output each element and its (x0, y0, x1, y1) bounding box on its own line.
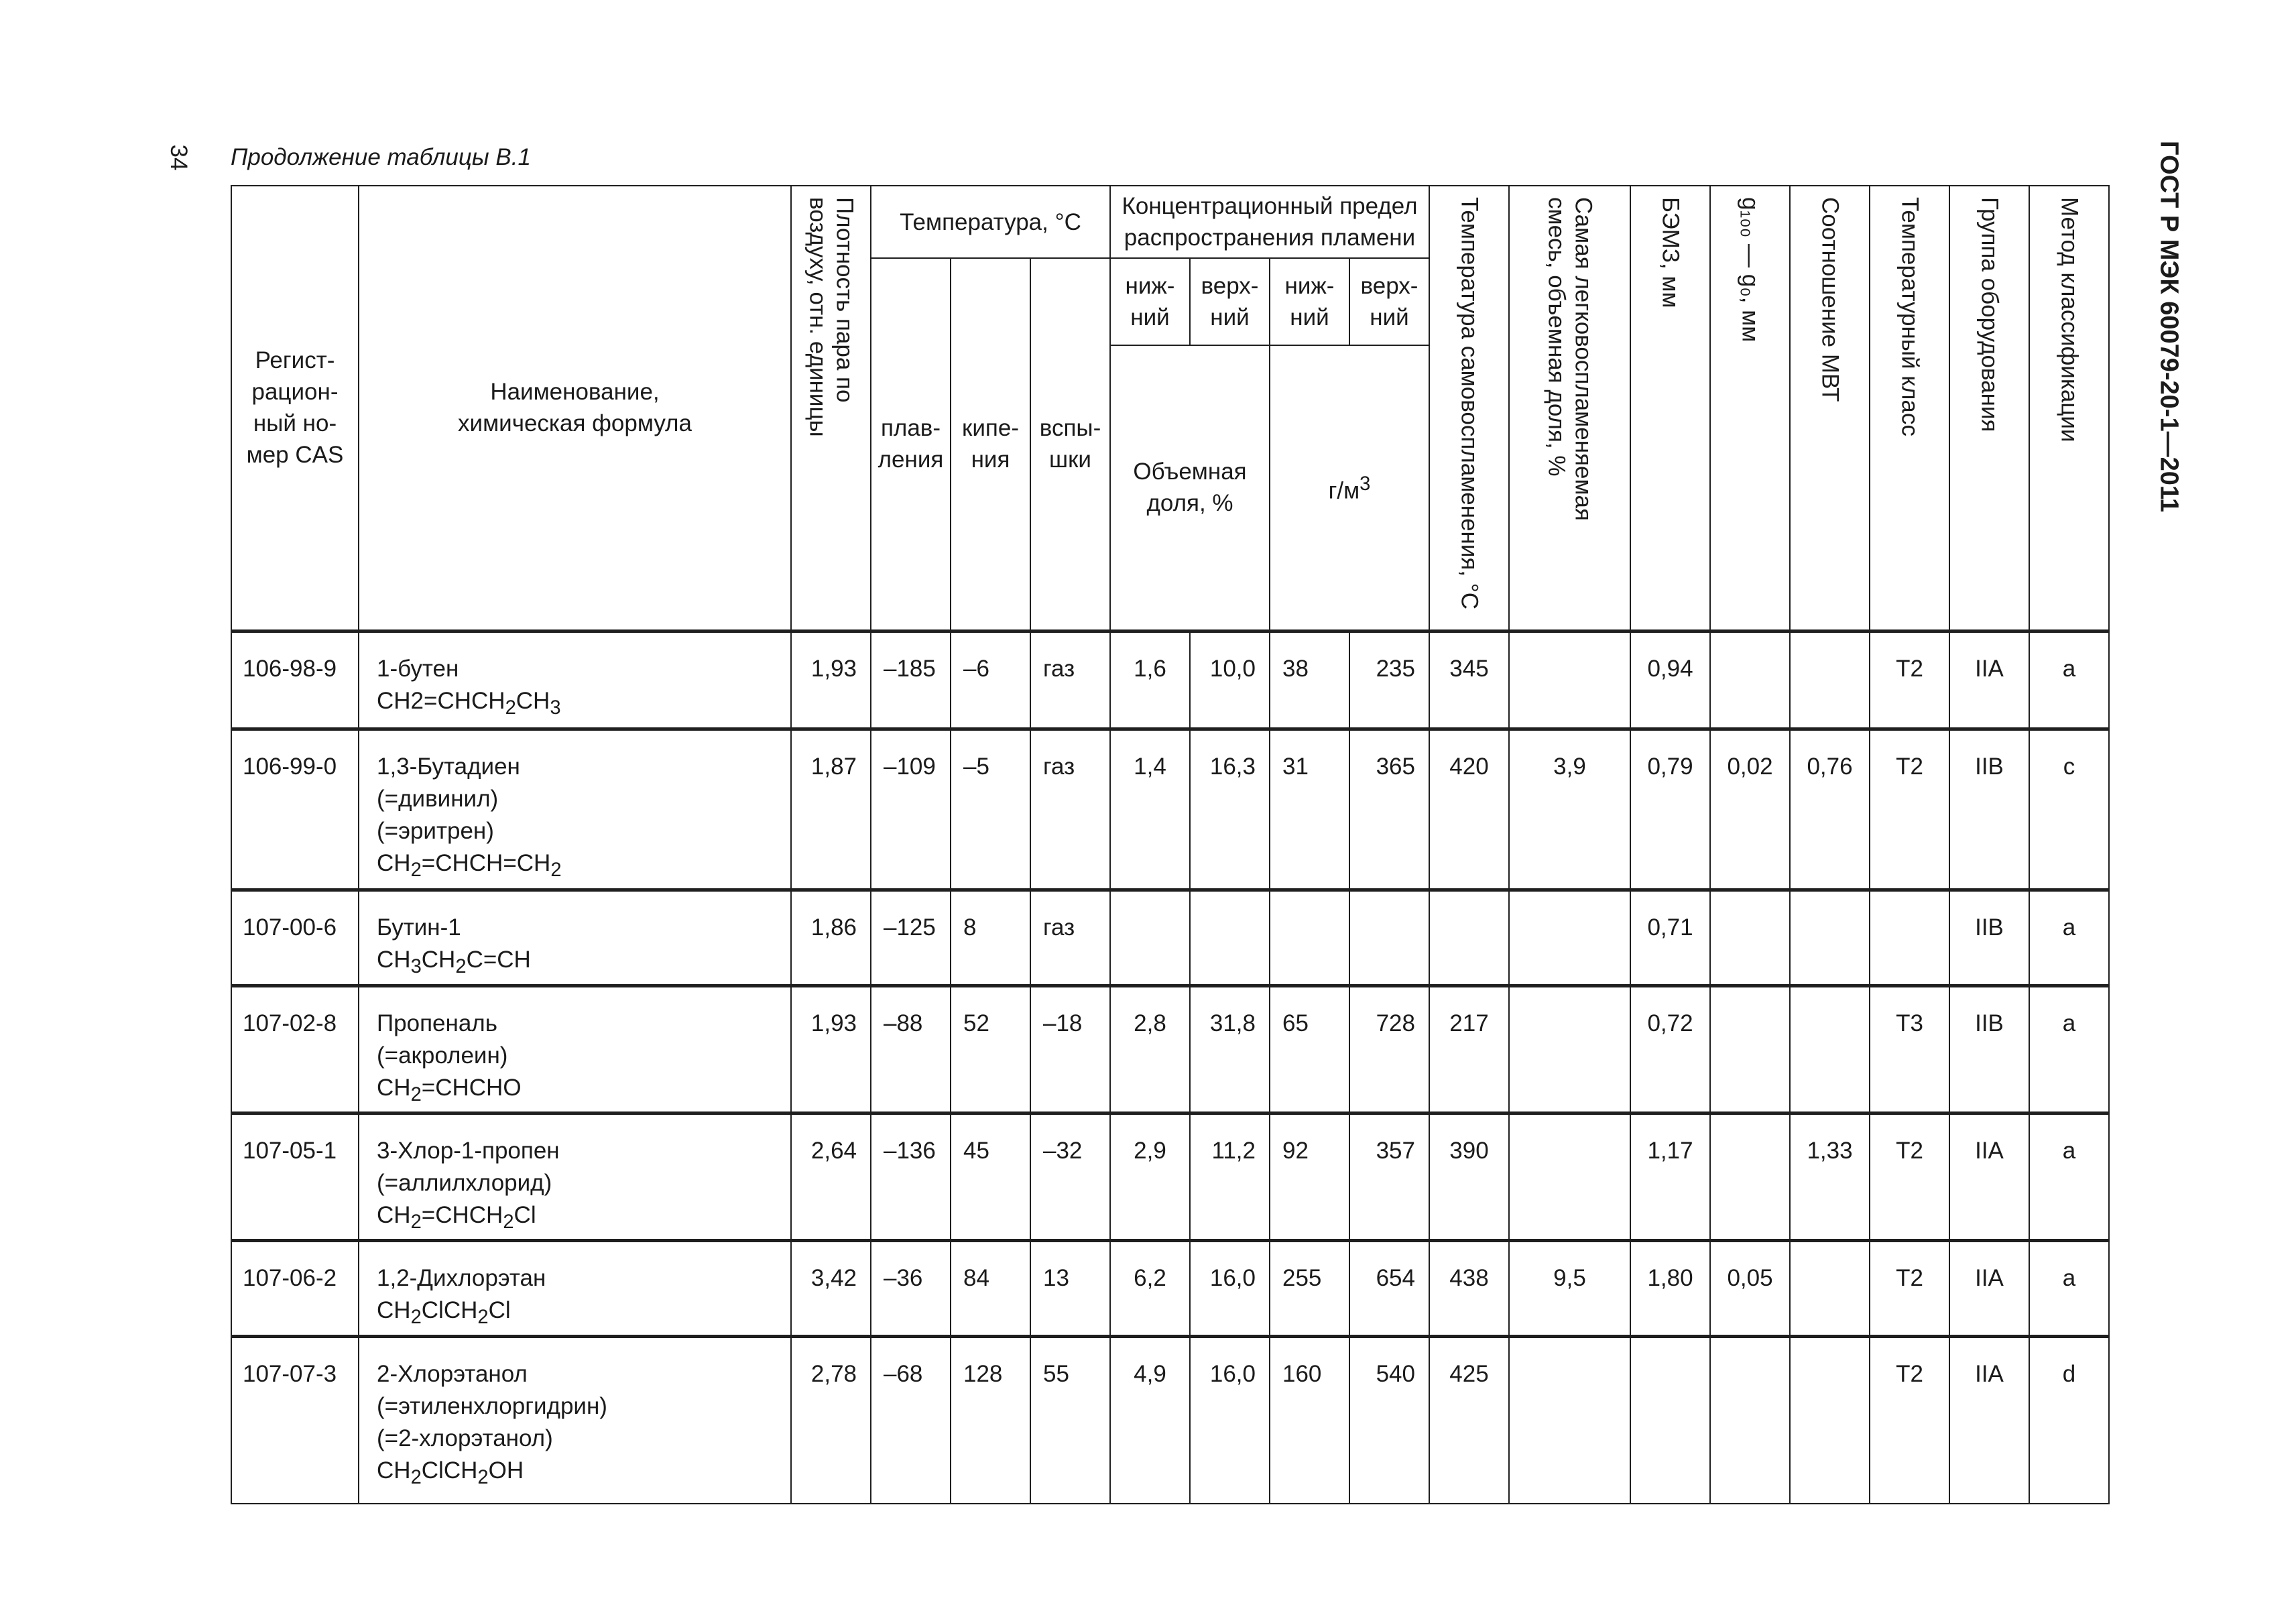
classification-method-cell: c (2029, 729, 2109, 890)
mesg-cell: 1,17 (1630, 1113, 1710, 1240)
table-continuation-caption: Продолжение таблицы В.1 (231, 144, 531, 170)
substance-name-line: $CH_2ClCH_2Cl$ (377, 1297, 511, 1328)
mesg-cell: 0,94 (1630, 631, 1710, 729)
boiling-point-cell: 128 (951, 1336, 1030, 1504)
vapor-density-cell: 1,93 (791, 631, 871, 729)
temperature-class-cell: T2 (1870, 1113, 1949, 1240)
flash-point-cell: газ (1030, 890, 1110, 985)
mic-ratio-cell (1790, 985, 1870, 1113)
boiling-point-cell: –6 (951, 631, 1030, 729)
temperature-class-cell: T2 (1870, 1240, 1949, 1336)
lower-limit-vol-cell: 1,4 (1110, 729, 1190, 890)
upper-limit-gm3-cell (1349, 890, 1429, 985)
g100-cell (1710, 1336, 1790, 1504)
header-cas (231, 186, 359, 631)
header-equipment-group: Группа оборудования (1949, 186, 2029, 631)
upper-limit-vol-cell: 10,0 (1190, 631, 1270, 729)
lower-limit-vol-cell: 4,9 (1110, 1336, 1190, 1504)
cas-number-cell: 106-99-0 (231, 729, 359, 890)
mic-ratio-cell (1790, 1240, 1870, 1336)
equipment-group-cell: IIB (1949, 890, 2029, 985)
substance-name-cell (359, 1113, 791, 1240)
lower-limit-vol-cell (1110, 890, 1190, 985)
substance-name-line: 2-Хлорэтанол (377, 1360, 528, 1387)
lower-limit-gm3-cell: 255 (1270, 1240, 1349, 1336)
header-concentration-limits: Концентрационный предел распространения пламени (1110, 186, 1429, 258)
header-cas-text: Регист- рацион- ный но- мер CAS (246, 347, 344, 469)
boiling-point-cell: 84 (951, 1240, 1030, 1336)
ignitable-mixture-cell (1509, 1336, 1630, 1504)
mesg-cell: 0,79 (1630, 729, 1710, 890)
upper-limit-gm3-cell: 365 (1349, 729, 1429, 890)
classification-method-cell: a (2029, 1113, 2109, 1240)
melting-point-cell: –68 (871, 1336, 951, 1504)
ignitable-mixture-cell: 9,5 (1509, 1240, 1630, 1336)
autoignition-cell: 425 (1429, 1336, 1509, 1504)
cas-number-cell: 107-07-3 (231, 1336, 359, 1504)
melting-point-cell: –109 (871, 729, 951, 890)
temperature-class-cell: T2 (1870, 729, 1949, 890)
g100-cell (1710, 1113, 1790, 1240)
g100-cell: 0,05 (1710, 1240, 1790, 1336)
cas-number-cell: 107-02-8 (231, 985, 359, 1113)
mic-ratio-cell: 0,76 (1790, 729, 1870, 890)
equipment-group-cell: IIA (1949, 631, 2029, 729)
substance-name-line: $CH_2=CHCH=CH_2$ (377, 849, 562, 881)
header-vapor-density: Плотность пара по воздуху, отн. единицы (791, 186, 871, 631)
table-row (231, 985, 2109, 1113)
g100-cell: 0,02 (1710, 729, 1790, 890)
autoignition-cell: 438 (1429, 1240, 1509, 1336)
melting-point-cell: –136 (871, 1113, 951, 1240)
melting-point-cell: –36 (871, 1240, 951, 1336)
ignitable-mixture-cell (1509, 890, 1630, 985)
vapor-density-cell: 3,42 (791, 1240, 871, 1336)
header-melting: плав- ления (871, 258, 951, 631)
table-row (231, 1336, 2109, 1504)
header-autoignition: Температура самовоспламенения, °С (1429, 186, 1509, 631)
mesg-cell: 1,80 (1630, 1240, 1710, 1336)
autoignition-cell: 345 (1429, 631, 1509, 729)
properties-table (231, 185, 2110, 1504)
header-name-text: Наименование, химическая формула (458, 379, 692, 437)
equipment-group-cell: IIB (1949, 729, 2029, 890)
substance-name-cell (359, 1240, 791, 1336)
substance-name-line: $CH_2ClCH_2OH$ (377, 1457, 524, 1488)
lower-limit-gm3-cell: 31 (1270, 729, 1349, 890)
mesg-cell: 0,72 (1630, 985, 1710, 1113)
ignitable-mixture-cell (1509, 985, 1630, 1113)
substance-name-cell (359, 985, 791, 1113)
substance-name-line: 1,2-Дихлорэтан (377, 1264, 546, 1291)
cas-number-cell: 107-06-2 (231, 1240, 359, 1336)
upper-limit-vol-cell: 31,8 (1190, 985, 1270, 1113)
flash-point-cell: газ (1030, 729, 1110, 890)
substance-name-line: $CH_2=CHCHO$ (377, 1074, 522, 1105)
g100-cell (1710, 631, 1790, 729)
boiling-point-cell: –5 (951, 729, 1030, 890)
melting-point-cell: –185 (871, 631, 951, 729)
substance-name-cell (359, 1336, 791, 1504)
vapor-density-cell: 1,93 (791, 985, 871, 1113)
page-number: 34 (166, 144, 192, 171)
lower-limit-gm3-cell: 92 (1270, 1113, 1349, 1240)
header-volume-fraction: Объемная доля, % (1110, 345, 1270, 631)
mic-ratio-cell (1790, 631, 1870, 729)
ignitable-mixture-cell (1509, 631, 1630, 729)
cas-number-cell: 107-00-6 (231, 890, 359, 985)
classification-method-cell: a (2029, 631, 2109, 729)
ignitable-mixture-cell (1509, 1113, 1630, 1240)
upper-limit-vol-cell: 16,0 (1190, 1240, 1270, 1336)
temperature-class-cell: T2 (1870, 1336, 1949, 1504)
table-row (231, 1113, 2109, 1240)
classification-method-cell: a (2029, 1240, 2109, 1336)
equipment-group-cell: IIA (1949, 1240, 2029, 1336)
upper-limit-vol-cell: 11,2 (1190, 1113, 1270, 1240)
equipment-group-cell: IIA (1949, 1113, 2029, 1240)
substance-name-line: Бутин-1 (377, 914, 461, 941)
table-header (231, 186, 2109, 631)
table-row (231, 1240, 2109, 1336)
temperature-class-cell: T3 (1870, 985, 1949, 1113)
vapor-density-cell: 2,78 (791, 1336, 871, 1504)
substance-name-line: Пропеналь (377, 1010, 497, 1036)
equipment-group-cell: IIA (1949, 1336, 2029, 1504)
boiling-point-cell: 52 (951, 985, 1030, 1113)
ignitable-mixture-cell: 3,9 (1509, 729, 1630, 890)
autoignition-cell (1429, 890, 1509, 985)
equipment-group-cell: IIB (1949, 985, 2029, 1113)
header-g100: g₁₀₀ — g₀, мм (1710, 186, 1790, 631)
cas-number-cell: 107-05-1 (231, 1113, 359, 1240)
header-gm3: $г/м^3$ (1270, 345, 1429, 631)
header-flash: вспы- шки (1030, 258, 1110, 631)
table-row (231, 729, 2109, 890)
boiling-point-cell: 8 (951, 890, 1030, 985)
substance-name-line: $CH_3CH_2C=CH$ (377, 946, 531, 977)
header-boiling: кипе- ния (951, 258, 1030, 631)
boiling-point-cell: 45 (951, 1113, 1030, 1240)
temperature-class-cell: T2 (1870, 631, 1949, 729)
header-upper-gm3: верх- ний (1349, 258, 1429, 345)
substance-name-line: (=дивинил) (377, 785, 499, 812)
header-lower-vol: ниж- ний (1110, 258, 1190, 345)
flash-point-cell: газ (1030, 631, 1110, 729)
header-classification-method: Метод классификации (2029, 186, 2109, 631)
vapor-density-cell: 1,87 (791, 729, 871, 890)
upper-limit-vol-cell: 16,0 (1190, 1336, 1270, 1504)
upper-limit-gm3-cell: 540 (1349, 1336, 1429, 1504)
mesg-cell: 0,71 (1630, 890, 1710, 985)
autoignition-cell: 217 (1429, 985, 1509, 1113)
upper-limit-vol-cell (1190, 890, 1270, 985)
flash-point-cell: 13 (1030, 1240, 1110, 1336)
table-row (231, 890, 2109, 985)
substance-name-line: (=2-хлорэтанол) (377, 1425, 553, 1451)
mic-ratio-cell: 1,33 (1790, 1113, 1870, 1240)
substance-name-cell (359, 631, 791, 729)
classification-method-cell: a (2029, 890, 2109, 985)
lower-limit-gm3-cell (1270, 890, 1349, 985)
cas-number-cell: 106-98-9 (231, 631, 359, 729)
lower-limit-gm3-cell: 160 (1270, 1336, 1349, 1504)
upper-limit-vol-cell: 16,3 (1190, 729, 1270, 890)
flash-point-cell: –32 (1030, 1113, 1110, 1240)
lower-limit-gm3-cell: 38 (1270, 631, 1349, 729)
header-temperature-class: Температурный класс (1870, 186, 1949, 631)
melting-point-cell: –88 (871, 985, 951, 1113)
melting-point-cell: –125 (871, 890, 951, 985)
g100-cell (1710, 985, 1790, 1113)
table-row (231, 631, 2109, 729)
substance-name-cell (359, 729, 791, 890)
header-upper-vol: верх- ний (1190, 258, 1270, 345)
upper-limit-gm3-cell: 654 (1349, 1240, 1429, 1336)
header-mesg: БЭМЗ, мм (1630, 186, 1710, 631)
document-code-text: ГОСТ Р МЭК 60079-20-1—2011 (2155, 141, 2183, 513)
mesg-cell (1630, 1336, 1710, 1504)
substance-name-line: (=эритрен) (377, 817, 494, 844)
flash-point-cell: 55 (1030, 1336, 1110, 1504)
classification-method-cell: d (2029, 1336, 2109, 1504)
lower-limit-vol-cell: 2,8 (1110, 985, 1190, 1113)
flash-point-cell: –18 (1030, 985, 1110, 1113)
header-lower-gm3: ниж- ний (1270, 258, 1349, 345)
lower-limit-vol-cell: 6,2 (1110, 1240, 1190, 1336)
document-code (2149, 141, 2189, 543)
table-body (231, 631, 2109, 1504)
header-name (359, 186, 791, 631)
substance-name-line: 1-бутен (377, 655, 459, 682)
lower-limit-vol-cell: 1,6 (1110, 631, 1190, 729)
substance-name-line: 3-Хлор-1-пропен (377, 1137, 560, 1164)
g100-cell (1710, 890, 1790, 985)
upper-limit-gm3-cell: 235 (1349, 631, 1429, 729)
vapor-density-cell: 1,86 (791, 890, 871, 985)
temperature-class-cell (1870, 890, 1949, 985)
mic-ratio-cell (1790, 890, 1870, 985)
classification-method-cell: a (2029, 985, 2109, 1113)
lower-limit-gm3-cell: 65 (1270, 985, 1349, 1113)
substance-name-line: $CH2=CHCH_2CH_3$ (377, 687, 561, 719)
substance-name-line: (=акролеин) (377, 1042, 508, 1069)
header-mic-ratio: Соотношение МВТ (1790, 186, 1870, 631)
substance-name-line: (=аллилхлорид) (377, 1169, 552, 1196)
autoignition-cell: 390 (1429, 1113, 1509, 1240)
mic-ratio-cell (1790, 1336, 1870, 1504)
autoignition-cell: 420 (1429, 729, 1509, 890)
header-most-ignitable-mixture: Самая легковоспламеняемая смесь, объемная доля, % (1509, 186, 1630, 631)
lower-limit-vol-cell: 2,9 (1110, 1113, 1190, 1240)
substance-name-line: 1,3-Бутадиен (377, 753, 520, 780)
substance-name-line: (=этиленхлоргидрин) (377, 1392, 607, 1419)
upper-limit-gm3-cell: 728 (1349, 985, 1429, 1113)
upper-limit-gm3-cell: 357 (1349, 1113, 1429, 1240)
substance-name-line: $CH_2=CHCH_2Cl$ (377, 1201, 536, 1233)
header-temperature: Температура, °C (871, 186, 1110, 258)
vapor-density-cell: 2,64 (791, 1113, 871, 1240)
substance-name-cell (359, 890, 791, 985)
